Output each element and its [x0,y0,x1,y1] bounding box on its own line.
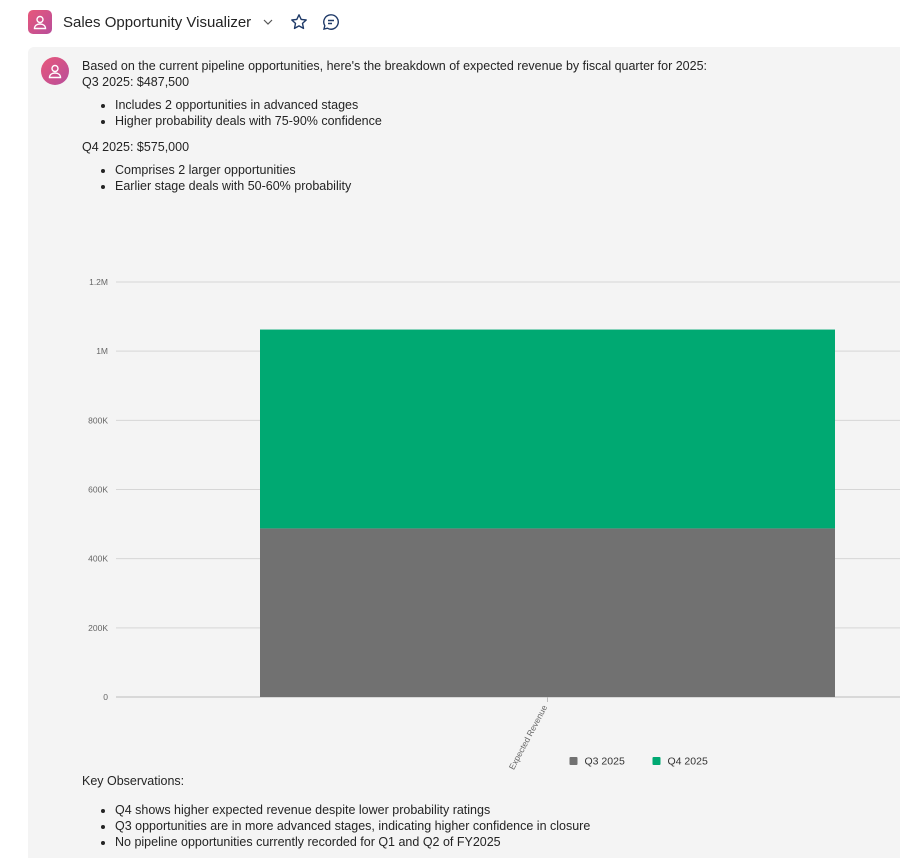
observations [82,773,590,850]
chat-message-panel [28,47,900,858]
y-tick-label: 600K [88,484,108,495]
legend-label: Q4 2025 [667,755,708,768]
app-logo [28,10,52,34]
header [28,9,340,35]
list-item: • Q4 shows higher expected revenue despite lower probability ratings [115,802,590,818]
y-tick-label: 800K [88,415,108,426]
legend-label: Q3 2025 [584,755,625,768]
observations-heading: Key Observations: [82,774,185,788]
stacked-bar-chart [28,267,900,777]
bar-q4-2025 [260,330,835,529]
chat-icon[interactable] [322,13,340,31]
list-item: • Higher probability deals with 75-90% confidence [115,113,892,129]
list-item: • Q3 opportunities are in more advanced stages, indicating higher confidence in closure [115,818,590,834]
q3-heading: Q3 2025: $487,500 [82,75,190,89]
y-tick-label: 1M [96,346,108,357]
y-tick-label: 0 [103,692,108,702]
legend-swatch [653,757,661,765]
y-tick-label: 1.2M [89,277,108,287]
list-item: • No pipeline opportunities currently recorded for Q1 and Q2 of FY2025 [115,834,590,850]
list-item: • Comprises 2 larger opportunities [115,162,892,178]
star-icon[interactable] [290,13,308,31]
y-tick-label: 400K [88,553,108,564]
legend-swatch [570,757,578,765]
x-tick-label: Expected Revenue [506,703,550,772]
bar-q3-2025 [260,528,835,697]
list-item: • Earlier stage deals with 50-60% probability [115,178,892,194]
list-item: • Includes 2 opportunities in advanced stages [115,97,892,113]
y-tick-label: 200K [88,622,108,633]
message-text [82,58,892,204]
q4-heading: Q4 2025: $575,000 [82,140,190,154]
avatar [41,57,69,85]
app-title[interactable]: Sales Opportunity Visualizer [63,13,252,31]
chevron-down-icon[interactable] [262,16,274,28]
intro-text: Based on the current pipeline opportunities, here's the breakdown of expected revenue by fiscal quarter for 2025: [82,59,707,73]
